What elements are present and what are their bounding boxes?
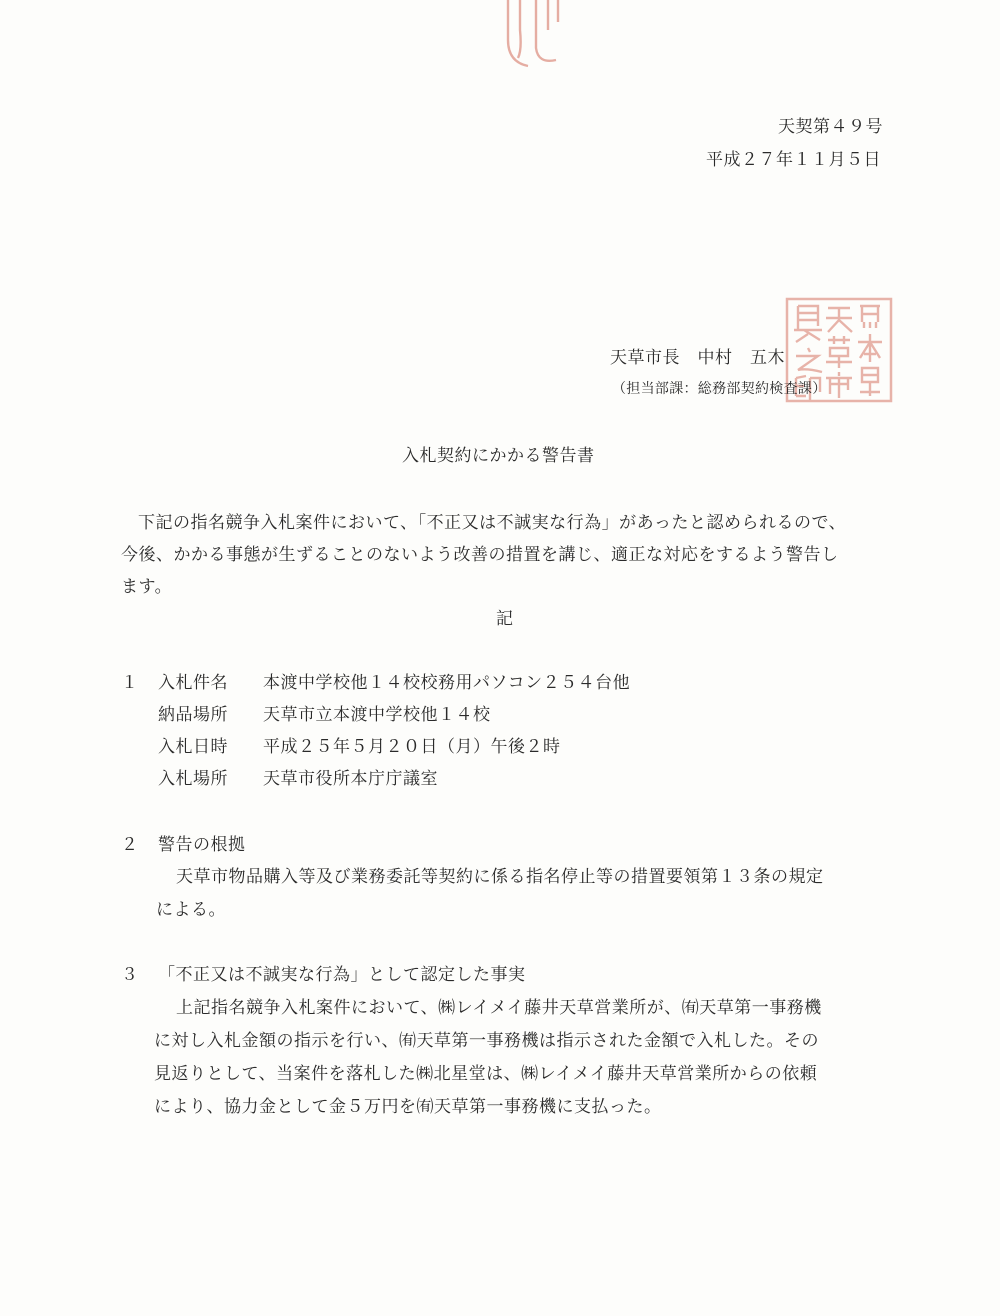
document-date: 平成２７年１１月５日	[706, 150, 881, 170]
section1-number: １	[121, 673, 139, 693]
item-label: 入札件名	[158, 673, 228, 693]
document-number: 天契第４９号	[778, 117, 883, 137]
section1-item-4	[158, 764, 438, 789]
section2-line-2: による。	[156, 900, 226, 920]
intro-line-3: ます。	[121, 577, 173, 597]
section3-line-4: により、協力金として金５万円を㈲天草第一事務機に支払った。	[154, 1097, 662, 1117]
section1-item-3	[158, 732, 561, 757]
item-value: 平成２５年５月２０日（月）午後２時	[263, 737, 561, 757]
item-label: 入札場所	[158, 769, 228, 789]
item-label: 納品場所	[158, 705, 228, 725]
section3-line-3: 見返りとして、当案件を落札した㈱北星堂は、㈱レイメイ藤井天草営業所からの依頼	[154, 1064, 818, 1084]
ki-heading: 記	[496, 609, 514, 629]
section3-line-2: に対し入札金額の指示を行い、㈲天草第一事務機は指示された金額で入札した。その	[154, 1031, 819, 1051]
item-label: 入札日時	[158, 737, 228, 757]
section2-heading: 警告の根拠	[158, 835, 246, 855]
item-value: 本渡中学校他１４校校務用パソコン２５４台他	[263, 673, 631, 693]
section3-number: ３	[121, 965, 139, 985]
section3-heading: 「不正又は不誠実な行為」として認定した事実	[158, 965, 526, 985]
section2-number: ２	[121, 835, 139, 855]
document-title: 入札契約にかかる警告書	[402, 446, 595, 466]
section1-item-2	[158, 700, 491, 725]
sender-name: 天草市長 中村 五木	[610, 348, 785, 368]
section1-item-1	[158, 668, 630, 693]
section3-line-1: 上記指名競争入札案件において、㈱レイメイ藤井天草営業所が、㈲天草第一事務機	[176, 998, 822, 1018]
top-seal-stamp	[498, 0, 570, 72]
department-note: （担当部課：総務部契約検査課）	[612, 381, 827, 397]
section2-line-1: 天草市物品購入等及び業務委託等契約に係る指名停止等の措置要領第１３条の規定	[176, 867, 824, 887]
item-value: 天草市役所本庁庁議室	[263, 769, 438, 789]
intro-line-2: 今後、かかる事態が生ずることのないよう改善の措置を講じ、適正な対応をするよう警告し	[121, 545, 839, 565]
item-value: 天草市立本渡中学校他１４校	[263, 705, 491, 725]
intro-line-1: 下記の指名競争入札案件において、「不正又は不誠実な行為」があったと認められるので、	[138, 513, 847, 533]
